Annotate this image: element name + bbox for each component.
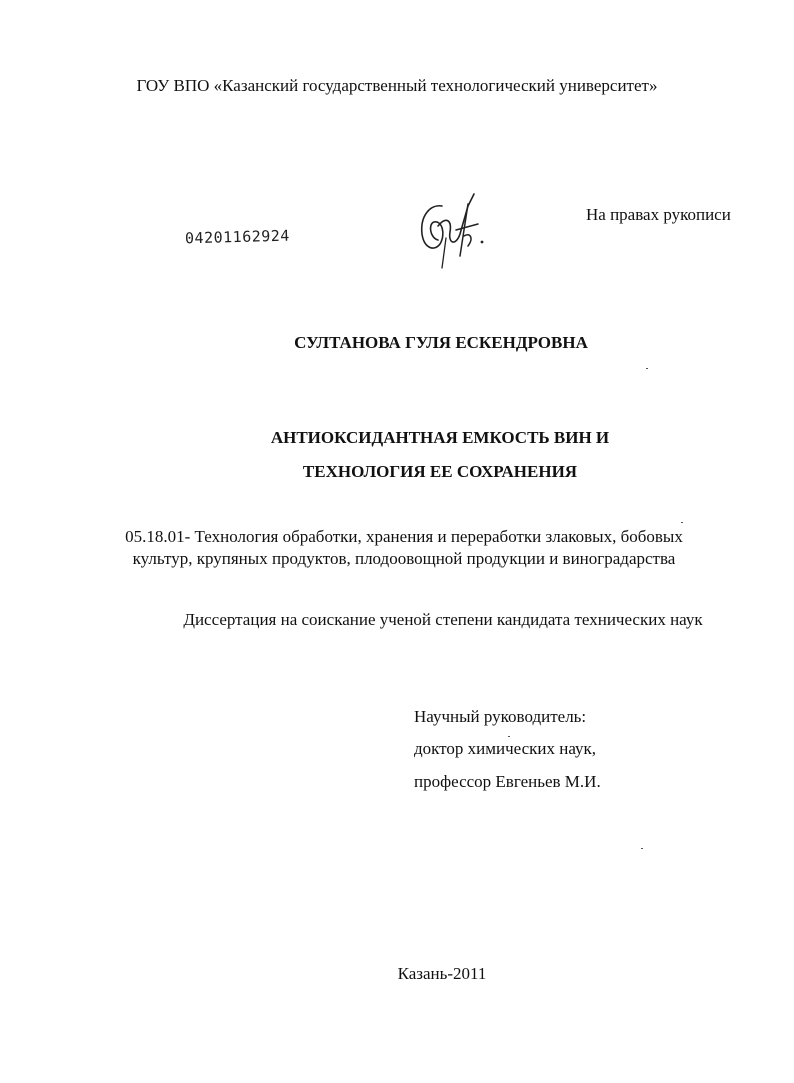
thesis-title-line-1: АНТИОКСИДАНТНАЯ ЕМКОСТЬ ВИН И xyxy=(270,428,610,447)
scan-speck xyxy=(641,848,643,849)
degree-statement: Диссертация на соискание ученой степени кандидата технических наук xyxy=(183,610,703,629)
specialty-line-2: культур, крупяных продуктов, плодоовощной продукции и виноградарства xyxy=(132,549,676,568)
thesis-title-line-2: ТЕХНОЛОГИЯ ЕЕ СОХРАНЕНИЯ xyxy=(302,462,578,481)
university-name: ГОУ ВПО «Казанский государственный технологический университет» xyxy=(136,76,658,95)
manuscript-note: На правах рукописи xyxy=(586,205,731,224)
specialty-code xyxy=(0,526,794,570)
scan-speck xyxy=(508,736,510,737)
archive-number: 04201162924 xyxy=(184,226,291,248)
scan-speck xyxy=(646,368,648,369)
signature-icon xyxy=(412,186,492,272)
advisor-degree: доктор химических наук, xyxy=(414,739,597,758)
advisor-name: профессор Евгеньев М.И. xyxy=(414,772,601,791)
advisor-role: Научный руководитель: xyxy=(414,707,587,726)
specialty-line-1: 05.18.01- Технология обработки, хранения и переработки злаковых, бобовых xyxy=(125,527,683,546)
scan-speck xyxy=(681,522,683,523)
author-name: СУЛТАНОВА ГУЛЯ ЕСКЕНДРОВНА xyxy=(294,333,588,352)
city-year: Казань-2011 xyxy=(397,964,487,983)
